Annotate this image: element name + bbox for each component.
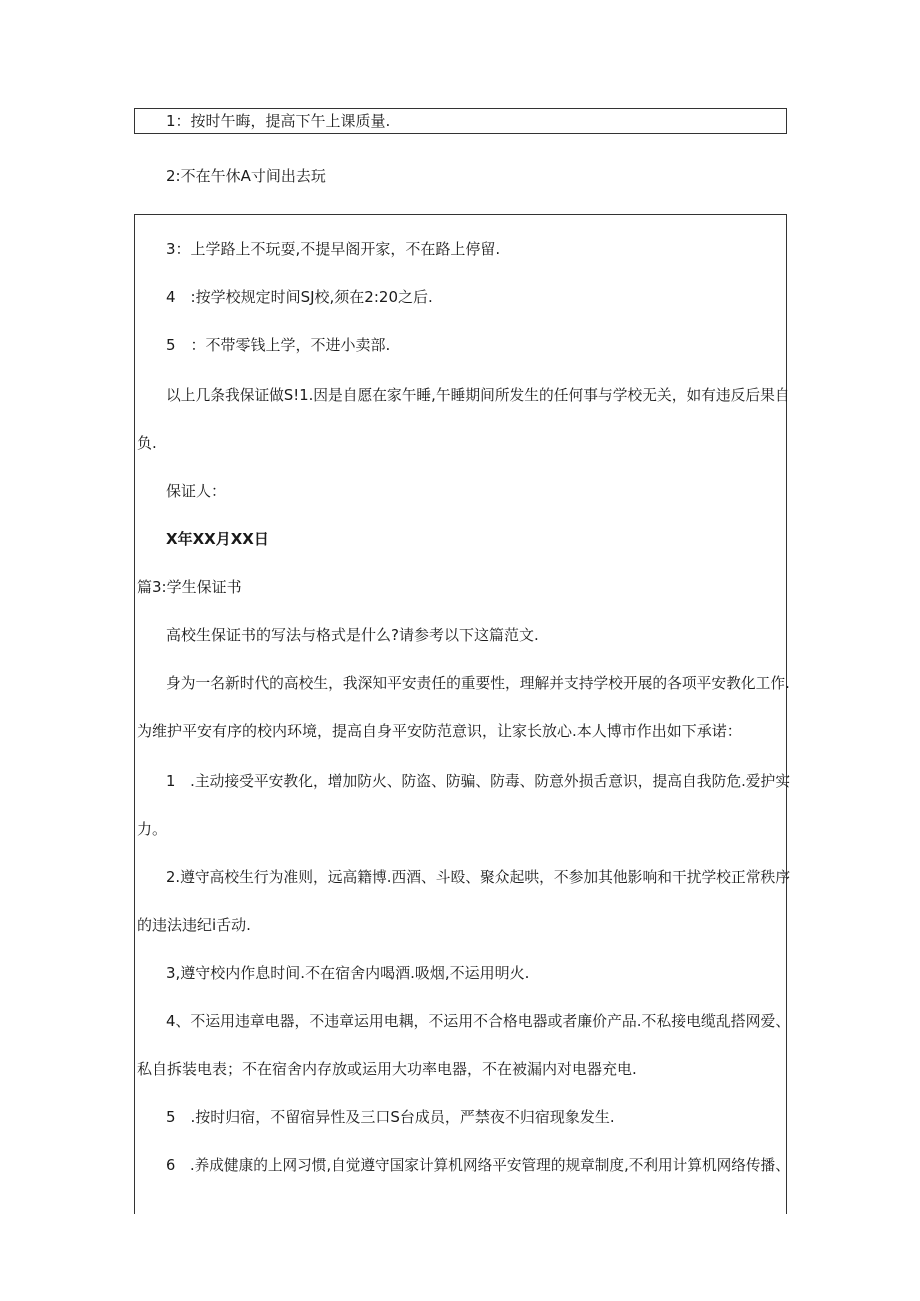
pledge-3: 3,遵守校内作息时间.不在宿舍内喝酒.吸烟,不运用明火. bbox=[166, 964, 530, 982]
pledge-2-line-1: 2.遵守高校生行为准则，远高籍博.西酒、斗殴、聚众起哄，不参加其他影响和干扰学校正常秩序 bbox=[166, 868, 791, 886]
rule-item-3: 3：上学路上不玩耍,不提早阁开家，不在路上停留. bbox=[166, 240, 501, 258]
guarantor-label: 保证人： bbox=[166, 482, 227, 500]
signature-date: X年XX月XX日 bbox=[166, 530, 269, 548]
pledge-2-line-2: 的违法违纪i舌动. bbox=[137, 916, 251, 934]
rule-item-5: 5 ：不带零钱上学，不进小卖部. bbox=[166, 336, 391, 354]
rule-item-2: 2:不在午休A寸间出去玩 bbox=[166, 167, 326, 185]
section-title: 篇3:学生保证书 bbox=[137, 578, 242, 596]
rule-item-4: 4 :按学校规定时间SJ校,须在2:20之后. bbox=[166, 288, 433, 306]
pledge-1-line-1: 1 .主动接受平安教化，增加防火、防盗、防骗、防毒、防意外损舌意识，提高自我防危.爱护实 bbox=[166, 772, 791, 790]
rule-item-1: 1：按时午晦，提高下午上课质量. bbox=[166, 112, 391, 130]
body-paragraph-line-2: 为维护平安有序的校内环境，提高自身平安防范意识，让家长放心.本人博市作出如下承诺： bbox=[137, 722, 742, 740]
guarantee-paragraph-line-1: 以上几条我保证做S!1.因是自愿在家午睡,午睡期间所发生的任何事与学校无关，如有违反后果自 bbox=[166, 386, 790, 404]
pledge-1-line-2: 力。 bbox=[137, 820, 168, 838]
pledge-5: 5 .按时归宿，不留宿异性及三口S台成员，严禁夜不归宿现象发生. bbox=[166, 1108, 615, 1126]
pledge-4-line-1: 4、不运用违章电器，不违章运用电耦，不运用不合格电器或者廉价产品.不私接电缆乱搭网爱、 bbox=[166, 1012, 791, 1030]
guarantee-paragraph-line-2: 负. bbox=[137, 434, 157, 452]
pledge-6-line-1: 6 .养成健康的上网习惯,自觉遵守国家计算机网络平安管理的规章制度,不利用计算机网络传播、 bbox=[166, 1156, 790, 1174]
pledge-4-line-2: 私自拆装电表；不在宿舍内存放或运用大功率电器，不在被漏内对电器充电. bbox=[137, 1060, 637, 1078]
body-paragraph-line-1: 身为一名新时代的高校生，我深知平安责任的重要性，理解并支持学校开展的各项平安教化工作. bbox=[166, 674, 790, 692]
intro-line: 高校生保证书的写法与格式是什么?请参考以下这篇范文. bbox=[166, 626, 539, 644]
